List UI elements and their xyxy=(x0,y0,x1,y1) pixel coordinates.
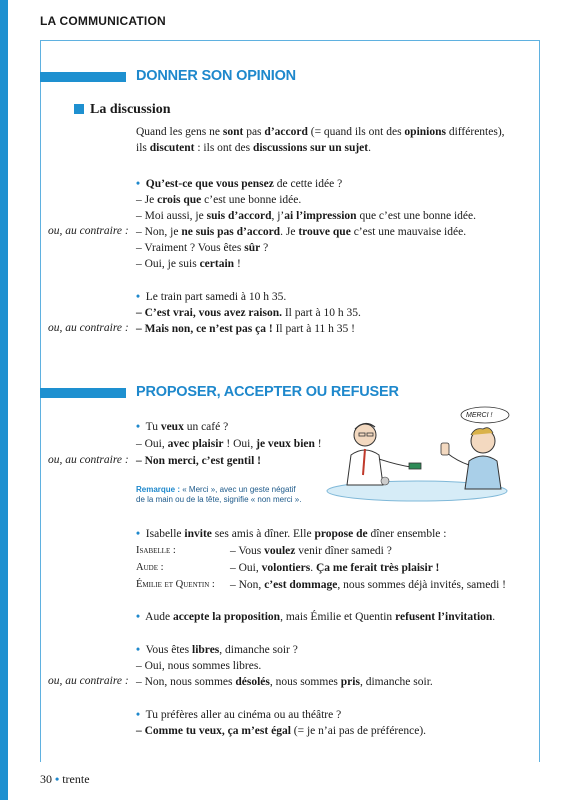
speaker-label: Aude : xyxy=(136,562,164,573)
section-bar xyxy=(40,72,126,82)
alt-label: ou, au contraire : xyxy=(48,675,129,687)
example-line: – Non, c’est dommage, nous sommes déjà invités, samedi ! xyxy=(230,579,506,591)
section-title-opinion: DONNER SON OPINION xyxy=(136,68,296,84)
example-line: • Le train part samedi à 10 h 35. xyxy=(136,291,287,303)
alt-label: ou, au contraire : xyxy=(48,322,129,334)
example-line: • Isabelle invite ses amis à dîner. Elle propose de dîner ensemble : xyxy=(136,528,447,540)
bullet-icon: • xyxy=(136,528,141,540)
example-line: – Oui, je suis certain ! xyxy=(136,258,241,270)
alt-label: ou, au contraire : xyxy=(48,454,129,466)
bullet-icon: • xyxy=(136,291,141,303)
example-line: – Non merci, c’est gentil ! xyxy=(136,455,261,467)
example-line: – Non, nous sommes désolés, nous sommes pris, dimanche soir. xyxy=(136,676,433,688)
bullet-icon: • xyxy=(136,178,141,190)
bullet-icon: • xyxy=(136,421,141,433)
remark-note: Remarque : « Merci », avec un geste négatif de la main ou de la tête, signifie « non merci ». xyxy=(136,485,302,504)
intro-paragraph: Quand les gens ne sont pas d’accord (= quand ils ont des opinions différentes), ils discutent : ils ont des discussions sur un sujet. xyxy=(136,126,505,154)
example-line: • Qu’est-ce que vous pensez de cette idée ? xyxy=(136,178,343,190)
example-line: • Tu préfères aller au cinéma ou au théâtre ? xyxy=(136,709,342,721)
example-line: • Vous êtes libres, dimanche soir ? xyxy=(136,644,298,656)
example-line: • Aude accepte la proposition, mais Émilie et Quentin refusent l’invitation. xyxy=(136,611,496,623)
left-accent-bar xyxy=(0,0,8,800)
section-title-propose: PROPOSER, ACCEPTER OU REFUSER xyxy=(136,384,399,400)
page-header: LA COMMUNICATION xyxy=(40,14,166,28)
speaker-label: Isabelle : xyxy=(136,545,176,556)
example-line: – Je crois que c’est une bonne idée. xyxy=(136,194,302,206)
illustration-two-men xyxy=(325,405,525,515)
bullet-icon: • xyxy=(55,772,60,786)
alt-label: ou, au contraire : xyxy=(48,225,129,237)
example-line: – Comme tu veux, ça m’est égal (= je n’ai pas de préférence). xyxy=(136,725,427,737)
subsection-title: La discussion xyxy=(74,102,171,118)
example-line: – Vraiment ? Vous êtes sûr ? xyxy=(136,242,269,254)
page-footer: 30 • trente xyxy=(40,772,90,786)
bullet-icon: • xyxy=(136,644,141,656)
example-line: – Mais non, ce n’est pas ça ! Il part à 11 h 35 ! xyxy=(136,323,356,335)
example-line: – Oui, avec plaisir ! Oui, je veux bien ! xyxy=(136,438,322,450)
example-line: – Non, je ne suis pas d’accord. Je trouve que c’est une mauvaise idée. xyxy=(136,226,467,238)
speech-bubble-text: MERCI ! xyxy=(466,412,493,419)
bullet-icon: • xyxy=(136,709,141,721)
example-line: – Vous voulez venir dîner samedi ? xyxy=(230,545,392,557)
example-line: – C’est vrai, vous avez raison. Il part à 10 h 35. xyxy=(136,307,361,319)
example-line: – Moi aussi, je suis d’accord, j’ai l’impression que c’est une bonne idée. xyxy=(136,210,476,222)
bullet-icon: • xyxy=(136,611,141,623)
example-line: • Tu veux un café ? xyxy=(136,421,229,433)
speaker-label: Émilie et Quentin : xyxy=(136,579,215,590)
example-line: – Oui, volontiers. Ça me ferait très plaisir ! xyxy=(230,562,440,574)
square-bullet-icon xyxy=(74,104,84,114)
example-line: – Oui, nous sommes libres. xyxy=(136,660,262,672)
section-bar xyxy=(40,388,126,398)
